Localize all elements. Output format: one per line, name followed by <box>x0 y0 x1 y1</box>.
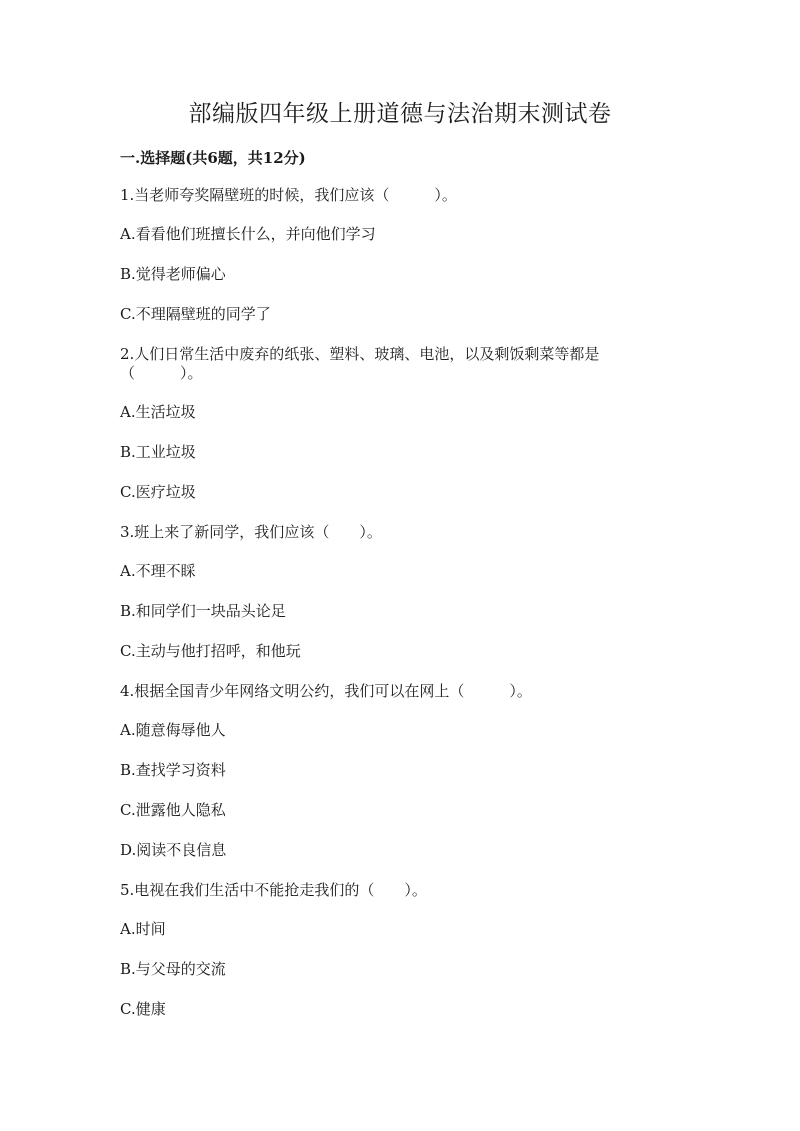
option-a: A.随意侮辱他人 <box>120 721 226 739</box>
option-a: A.看看他们班擅长什么，并向他们学习 <box>120 225 376 243</box>
question-text: 4.根据全国青少年网络文明公约，我们可以在网上（ ）。 <box>120 682 532 700</box>
question-list <box>120 186 680 1040</box>
question-block <box>120 523 680 661</box>
question-text: 5.电视在我们生活中不能抢走我们的（ ）。 <box>120 881 427 899</box>
option-b: B.工业垃圾 <box>120 443 196 461</box>
option-c: C.健康 <box>120 1000 166 1018</box>
option-c: C.医疗垃圾 <box>120 483 196 501</box>
option-a: A.不理不睬 <box>120 562 196 580</box>
question-block <box>120 881 680 1019</box>
option-d: D.阅读不良信息 <box>120 841 227 859</box>
question-block <box>120 345 680 502</box>
question-block <box>120 186 680 324</box>
option-a: A.生活垃圾 <box>120 403 196 421</box>
option-b: B.查找学习资料 <box>120 761 226 779</box>
option-b: B.觉得老师偏心 <box>120 265 226 283</box>
option-c: C.不理隔壁班的同学了 <box>120 305 271 323</box>
question-text: 2.人们日常生活中废弃的纸张、塑料、玻璃、电池，以及剩饭剩菜等都是（ ）。 <box>120 345 600 382</box>
option-b: B.与父母的交流 <box>120 960 226 978</box>
option-c: C.泄露他人隐私 <box>120 801 226 819</box>
option-b: B.和同学们一块品头论足 <box>120 602 286 620</box>
question-block <box>120 682 680 860</box>
section-header: 一.选择题(共6题，共12分) <box>120 149 306 167</box>
question-text: 1.当老师夸奖隔壁班的时候，我们应该（ ）。 <box>120 186 457 204</box>
option-a: A.时间 <box>120 920 166 938</box>
option-c: C.主动与他打招呼，和他玩 <box>120 642 301 660</box>
page-title: 部编版四年级上册道德与法治期末测试卷 <box>188 101 612 127</box>
question-text: 3.班上来了新同学，我们应该（ ）。 <box>120 523 382 541</box>
